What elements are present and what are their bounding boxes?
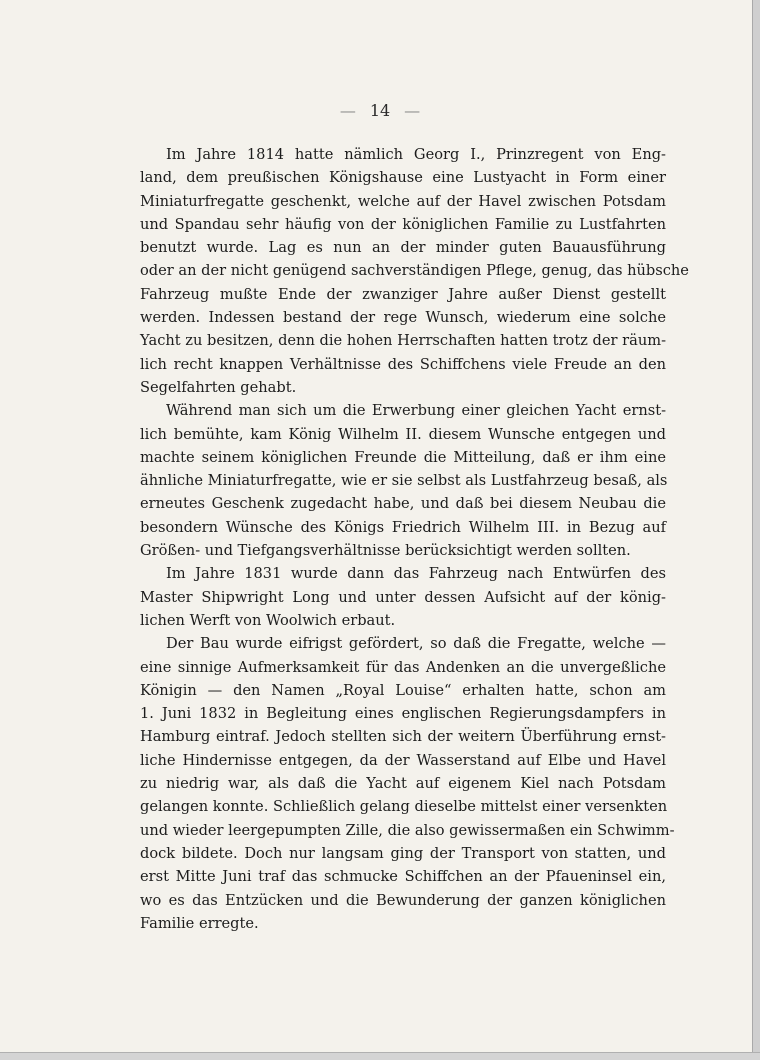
text-line: Größen- und Tiefgangsverhältnisse berücksichtigt werden sollten. (140, 542, 631, 560)
paragraph (140, 143, 689, 399)
text-line: Der Bau wurde eifrigst gefördert, so daß die Fregatte, welche — (166, 635, 666, 653)
text-line: gelangen konnte. Schließlich gelang dieselbe mittelst einer versenkten (140, 798, 668, 816)
text-line: dock bildete. Doch nur langsam ging der Transport von statten, und (140, 844, 666, 862)
text-line: Miniaturfregatte geschenkt, welche auf der Havel zwischen Potsdam (140, 192, 666, 210)
text-line: Im Jahre 1831 wurde dann das Fahrzeug nach Entwürfen des (166, 565, 666, 583)
text-line: Segelfahrten gehabt. (140, 378, 297, 396)
text-line: und Spandau sehr häufig von der königlichen Familie zu Lustfahrten (140, 215, 666, 233)
text-line: Königin — den Namen „Royal Louise“ erhalten hatte, schon am (140, 681, 666, 699)
text-line: ähnliche Miniaturfregatte, wie er sie selbst als Lustfahrzeug besaß, als (140, 472, 668, 490)
text-line: wo es das Entzücken und die Bewunderung der ganzen königlichen (140, 891, 666, 909)
text-line: Fahrzeug mußte Ende der zwanziger Jahre außer Dienst gestellt (140, 285, 666, 303)
text-line: und wieder leergepumpten Zille, die also gewissermaßen ein Schwimm- (140, 821, 675, 839)
text-line: oder an der nicht genügend sachverständigen Pflege, genug, das hübsche (140, 262, 689, 280)
header-dash-left: — (339, 101, 356, 120)
text-line: Yacht zu besitzen, denn die hohen Herrschaften hatten trotz der räum- (140, 332, 666, 350)
text-line: lichen Werft von Woolwich erbaut. (140, 611, 396, 629)
page-number: 14 (369, 101, 391, 120)
text-line: erst Mitte Juni traf das schmucke Schiffchen an der Pfaueninsel ein, (140, 868, 666, 886)
text-line: Hamburg eintraf. Jedoch stellten sich der weitern Überführung ernst- (140, 728, 666, 746)
header-dash-right: — (404, 101, 421, 120)
text-line: Familie erregte. (140, 914, 259, 932)
text-line: benutzt wurde. Lag es nun an der minder guten Bauausführung (140, 239, 666, 257)
text-line: liche Hindernisse entgegen, da der Wasserstand auf Elbe und Havel (140, 751, 666, 769)
body-text (140, 143, 689, 935)
paragraph (140, 632, 675, 935)
text-line: lich recht knappen Verhältnisse des Schiffchens viele Freude an den (140, 355, 666, 373)
text-line: erneutes Geschenk zugedacht habe, und daß bei diesem Neubau die (140, 495, 666, 513)
text-line: land, dem preußischen Königshause eine Lustyacht in Form einer (140, 169, 666, 187)
paragraph (140, 562, 666, 632)
text-line: werden. Indessen bestand der rege Wunsch, wiederum eine solche (140, 309, 666, 327)
page-header (0, 101, 760, 120)
text-line: lich bemühte, kam König Wilhelm II. diesem Wunsche entgegen und (140, 425, 666, 443)
text-line: Master Shipwright Long und unter dessen Aufsicht auf der könig- (140, 588, 666, 606)
text-line: eine sinnige Aufmerksamkeit für das Andenken an die unvergeßliche (140, 658, 666, 676)
paragraph (140, 399, 666, 562)
text-line: machte seinem königlichen Freunde die Mitteilung, daß er ihm eine (140, 448, 666, 466)
text-line: Während man sich um die Erwerbung einer gleichen Yacht ernst- (166, 402, 666, 420)
text-line: Im Jahre 1814 hatte nämlich Georg I., Prinzregent von Eng- (166, 146, 666, 163)
text-line: zu niedrig war, als daß die Yacht auf eigenem Kiel nach Potsdam (140, 775, 666, 793)
text-line: besondern Wünsche des Königs Friedrich Wilhelm III. in Bezug auf (140, 518, 666, 536)
text-line: 1. Juni 1832 in Begleitung eines englischen Regierungsdampfers in (140, 705, 666, 723)
page-edge-right (752, 0, 760, 1059)
